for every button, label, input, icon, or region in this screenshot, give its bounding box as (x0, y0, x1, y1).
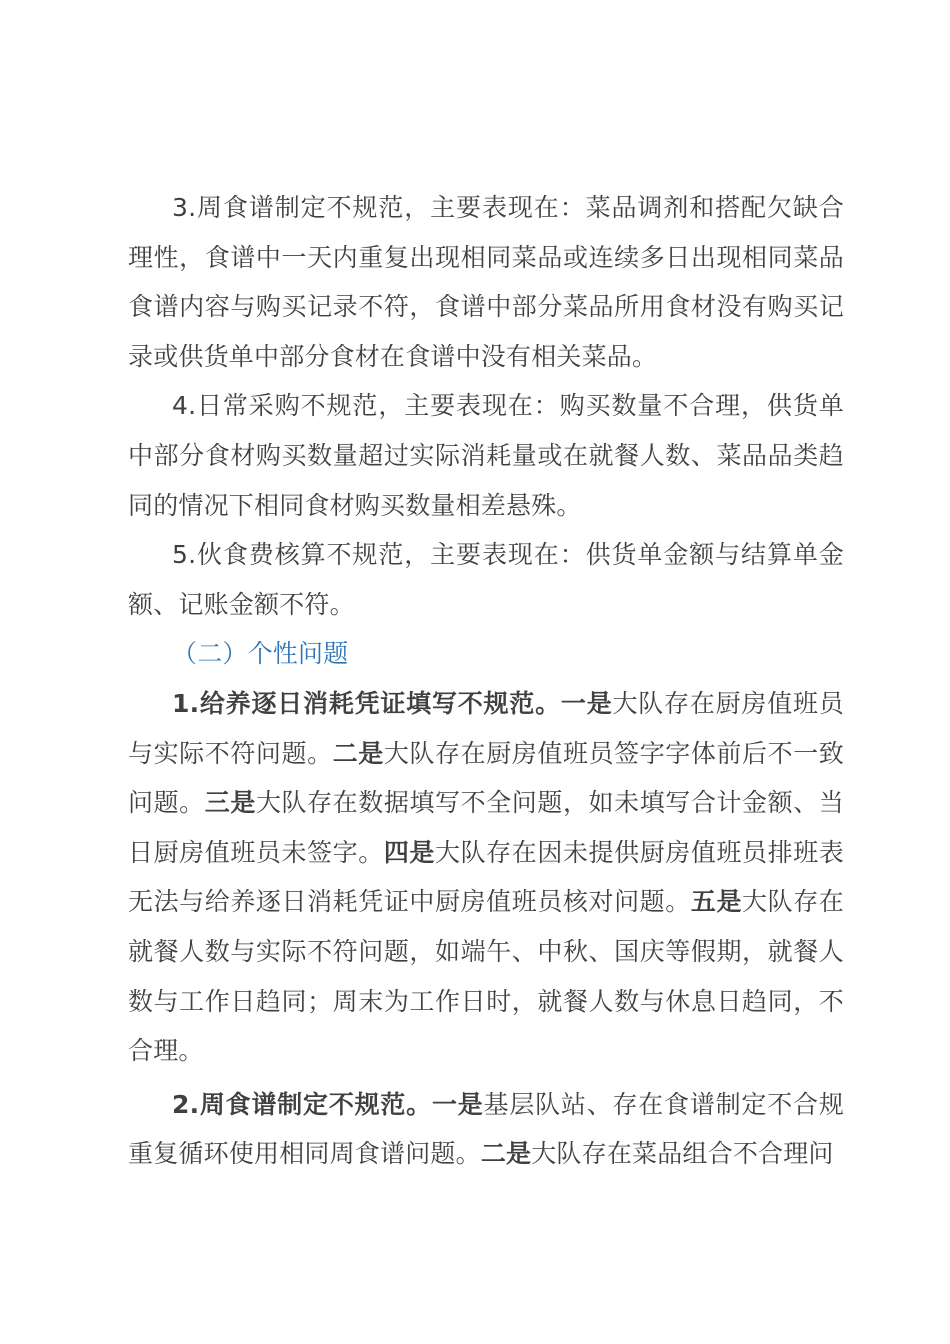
point-label: 一是 (431, 1089, 484, 1119)
paragraph-weekly-menu-individual (128, 1080, 844, 1179)
item-title: 1.给养逐日消耗凭证填写不规范。 (172, 688, 561, 718)
document-page (128, 183, 844, 1179)
point-text: 大队存在数据填写不全问题，如未填写合计金额、当日厨房值班员未签字。 (128, 788, 844, 867)
point-label: 二是 (332, 738, 384, 768)
point-label: 五是 (690, 887, 743, 917)
paragraph-daily-purchase: 4.日常采购不规范，主要表现在：购买数量不合理，供货单中部分食材购买数量超过实际消耗量或在就餐人数、菜品品类趋同的情况下相同食材购买数量相差悬殊。 (128, 391, 844, 520)
paragraph-supply-voucher (128, 679, 844, 1076)
point-label: 三是 (204, 788, 256, 818)
point-text: 基层队站、存在食谱制定不合规重复循环使用相同周食谱问题。 (128, 1089, 844, 1169)
item-title: 2.周食谱制定不规范。 (172, 1089, 432, 1119)
point-text: 大队存在因未提供厨房值班员排班表无法与给养逐日消耗凭证中厨房值班员核对问题。 (128, 837, 844, 917)
point-text: 大队存在厨房值班员签字字体前后不一致问题。 (128, 738, 844, 818)
section-heading-individual-issues: （二）个性问题 (172, 639, 349, 669)
point-text: 大队存在菜品组合不合理问 (531, 1139, 834, 1169)
point-text: 大队存在厨房值班员与实际不符问题。 (128, 688, 844, 768)
point-label: 二是 (480, 1139, 532, 1169)
point-label: 一是 (560, 688, 613, 718)
paragraph-weekly-menu: 3.周食谱制定不规范，主要表现在：菜品调剂和搭配欠缺合理性，食谱中一天内重复出现相同菜品或连续多日出现相同菜品食谱内容与购买记录不符，食谱中部分菜品所用食材没有购买记录或供货单中部分食材在食谱中没有相关菜品。 (128, 193, 844, 371)
point-label: 四是 (383, 837, 436, 867)
point-text: 大队存在就餐人数与实际不符问题，如端午、中秋、国庆等假期，就餐人数与工作日趋同；周末为工作日时，就餐人数与休息日趋同，不合理。 (128, 887, 844, 1066)
paragraph-food-cost-accounting: 5.伙食费核算不规范，主要表现在：供货单金额与结算单金额、记账金额不符。 (128, 540, 844, 619)
